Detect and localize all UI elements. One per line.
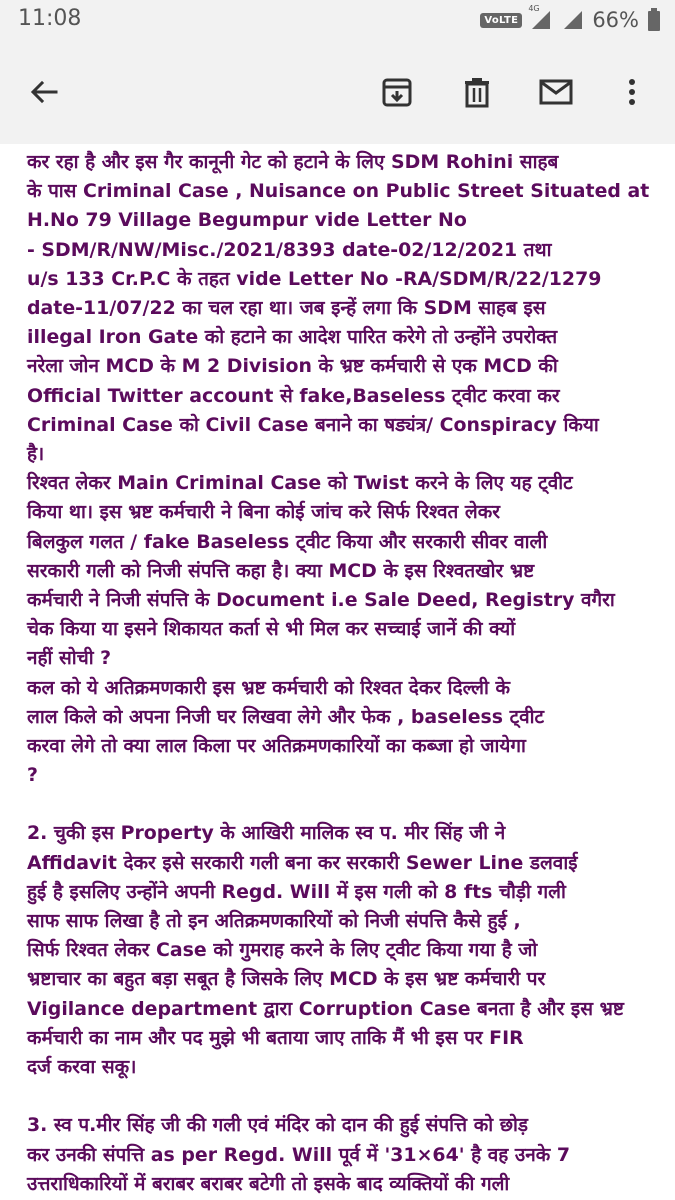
- text-line: नरेला जोन MCD के M 2 Division के भ्रष्ट कर्मचारी से एक MCD की: [27, 355, 558, 378]
- text-line: u/s 133 Cr.P.C के तहत vide Letter No -RA/SDM/R/22/1279: [27, 267, 602, 290]
- text-line: भ्रष्टाचार का बहुत बड़ा सबूत है जिसके लिए MCD के इस भ्रष्ट कर्मचारी पर: [27, 968, 546, 991]
- text-line: चेक किया या इसने शिकायत कर्ता से भी मिल कर सच्चाई जानें की क्यों: [27, 618, 516, 641]
- status-time: 11:08: [18, 6, 82, 31]
- text-line: H.No 79 Village Begumpur vide Letter No: [27, 209, 467, 232]
- text-line: दर्ज करवा सकू।: [27, 1056, 137, 1079]
- email-toolbar: [0, 40, 675, 144]
- text-line: Affidavit देकर इसे सरकारी गली बना कर सरकारी Sewer Line डलवाई: [27, 851, 578, 874]
- text-line: Vigilance department द्वारा Corruption Case बनता है और इस भ्रष्ट: [27, 997, 624, 1020]
- text-line: साफ साफ लिखा है तो इन अतिक्रमणकारियों को निजी संपत्ति कैसे हुई ,: [27, 910, 521, 933]
- text-line: बिलकुल गलत / fake Baseless ट्वीट किया और सरकारी सीवर वाली: [27, 530, 548, 553]
- paragraph-2: [27, 819, 652, 1082]
- text-line: कर उनकी संपत्ति as per Regd. Will पूर्व में '31×64' है वह उनके 7: [27, 1143, 570, 1166]
- paragraph-spacer: [27, 790, 652, 819]
- text-line: उत्तराधिकारियों में बराबर बराबर बटेगी तो इसके बाद व्यक्तियों की गली: [27, 1172, 510, 1195]
- paragraph-1: [27, 148, 652, 790]
- text-line: करवा लेगे तो क्या लाल किला पर अतिक्रमणकारियों का कब्जा हो जायेगा: [27, 735, 526, 758]
- text-line: किया था। इस भ्रष्ट कर्मचारी ने बिना कोई जांच करे सिर्फ रिश्वत लेकर: [27, 501, 500, 524]
- text-line: लाल किले को अपना निजी घर लिखवा लेगे और फेक , baseless ट्वीट: [27, 705, 545, 728]
- text-line: नहीं सोची ?: [27, 647, 112, 670]
- text-line: हुई है इसलिए उन्होंने अपनी Regd. Will में इस गली को 8 fts चौड़ी गली: [27, 880, 566, 903]
- text-line: कल को ये अतिक्रमणकारी इस भ्रष्ट कर्मचारी को रिश्वत देकर दिल्ली के: [27, 676, 510, 699]
- text-line: 2. चुकी इस Property के आखिरी मालिक स्व प. मीर सिंह जी ने: [27, 822, 506, 845]
- network-signal-icon: [528, 4, 554, 31]
- mail-icon[interactable]: [534, 70, 578, 114]
- paragraph-3: [27, 1111, 652, 1199]
- text-line: - SDM/R/NW/Misc./2021/8393 date-02/12/2021 तथा: [27, 238, 552, 261]
- battery-icon: [647, 8, 661, 32]
- email-body: [27, 148, 652, 1199]
- paragraph-spacer: [27, 1082, 652, 1111]
- battery-percentage: 66%: [592, 8, 639, 32]
- volte-badge: VoLTE: [480, 13, 522, 28]
- delete-icon[interactable]: [455, 70, 499, 114]
- archive-icon[interactable]: [375, 70, 419, 114]
- text-line: कर्मचारी ने निजी संपत्ति के Document i.e Sale Deed, Registry वगैरा: [27, 589, 615, 612]
- wifi-signal-icon: [562, 9, 584, 31]
- text-line: कर रहा है और इस गैर कानूनी गेट को हटाने के लिए SDM Rohini साहब: [27, 151, 559, 173]
- back-arrow-icon[interactable]: [22, 70, 66, 114]
- more-options-icon[interactable]: [610, 70, 654, 114]
- text-line: Official Twitter account से fake,Baseless ट्वीट करवा कर: [27, 384, 560, 407]
- text-line: कर्मचारी का नाम और पद मुझे भी बताया जाए ताकि मैं भी इस पर FIR: [27, 1026, 524, 1049]
- text-line: ?: [27, 764, 38, 787]
- status-bar: [0, 0, 675, 40]
- text-line: रिश्वत लेकर Main Criminal Case को Twist करने के लिए यह ट्वीट: [27, 472, 573, 495]
- text-line: सिर्फ रिश्वत लेकर Case को गुमराह करने के लिए ट्वीट किया गया है जो: [27, 939, 538, 962]
- text-line: है।: [27, 443, 45, 466]
- text-line: सरकारी गली को निजी संपत्ति कहा है। क्या MCD के इस रिश्वतखोर भ्रष्ट: [27, 559, 535, 582]
- status-indicators: [480, 4, 661, 33]
- network-type-label: 4G: [528, 4, 540, 13]
- text-line: Criminal Case को Civil Case बनाने का षड्यंत्र/ Conspiracy किया: [27, 413, 599, 436]
- text-line: 3. स्व प.मीर सिंह जी की गली एवं मंदिर को दान की हुई संपत्ति को छोड़: [27, 1114, 528, 1137]
- text-line: date-11/07/22 का चल रहा था। जब इन्हें लगा कि SDM साहब इस: [27, 297, 546, 320]
- text-line: illegal Iron Gate को हटाने का आदेश पारित करेगे तो उन्होंने उपरोक्त: [27, 326, 558, 349]
- text-line: के पास Criminal Case , Nuisance on Public Street Situated at: [27, 180, 650, 203]
